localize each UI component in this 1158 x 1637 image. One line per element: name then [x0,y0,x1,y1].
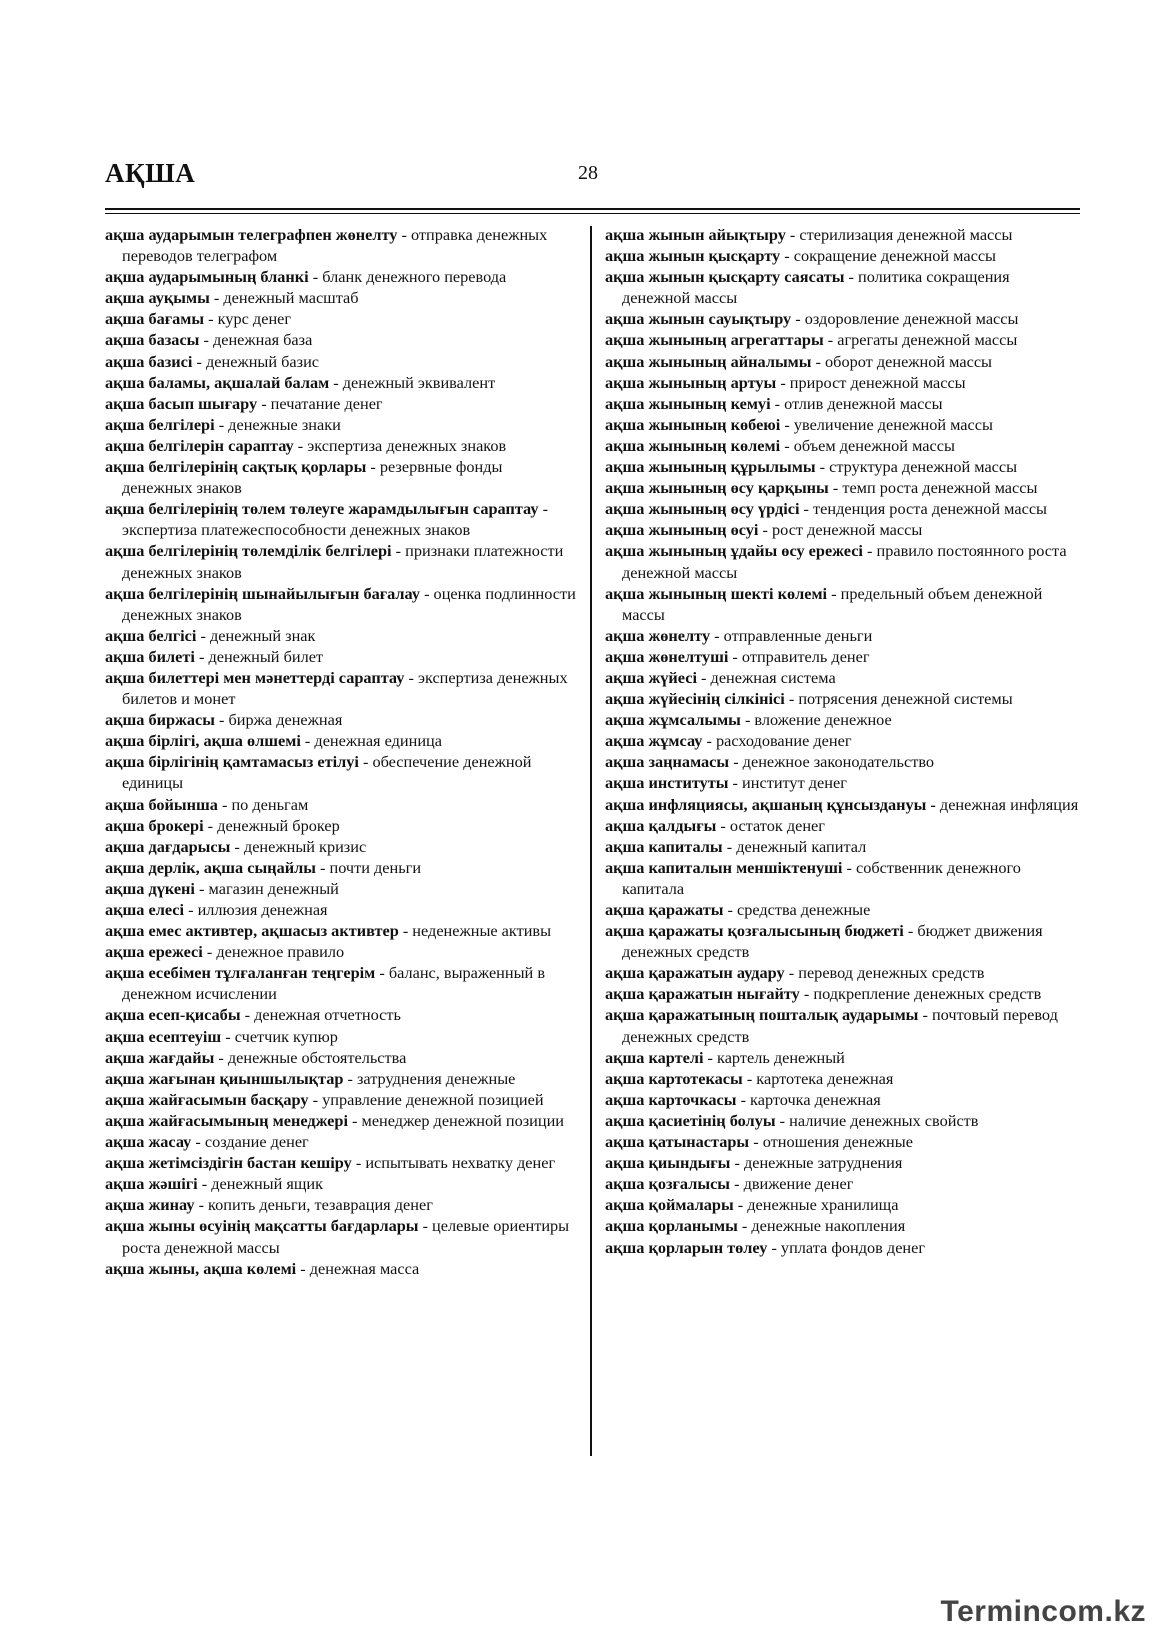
entry-definition: - перевод денежных средств [784,963,985,983]
entry-definition: - институт денег [728,773,847,793]
entry-term: ақша жынының айналымы [605,351,812,371]
dictionary-entry [605,266,1080,308]
entry-term: ақша жынының өсу қарқыны [605,478,829,498]
entry-term: ақша қаражаты қозғалысының бюджеті [605,921,904,941]
entry-definition: - магазин денежный [194,878,339,898]
dictionary-entry [605,920,1080,962]
entry-definition: - собственник денежного капитала [622,857,1021,898]
entry-term: ақша жынының кемуі [605,393,771,413]
entry-term: ақша қаражаты [605,900,724,919]
entry-definition: - управление денежной позицией [308,1089,544,1109]
entry-term: ақша бойынша [105,794,218,814]
entry-definition: - уплата фондов денег [767,1237,926,1257]
dictionary-entry [605,625,1080,646]
dictionary-entry [605,962,1080,983]
entry-term: ақша жыны өсуінің мақсатты бағдарлары [105,1216,419,1236]
entry-term: ақша жасау [105,1132,192,1152]
dictionary-entry [605,1194,1080,1215]
entry-term: ақша бағамы [105,309,205,329]
dictionary-entry [605,1089,1080,1110]
header-title: АҚША [105,158,196,188]
entry-term: ақша қасиетінің болуы [605,1110,776,1130]
dictionary-entry [605,329,1080,350]
entry-term: ақша жынының шекті көлемі [605,583,828,603]
entry-definition: - объем денежной массы [780,435,955,455]
entry-definition: - подкрепление денежных средств [799,984,1042,1004]
entry-definition: - обеспечение денежной единицы [122,752,532,793]
dictionary-entry [105,583,577,625]
dictionary-entry [105,1068,577,1089]
entry-term: ақша биржасы [105,710,215,730]
dictionary-entry [105,540,577,582]
dictionary-entry [105,857,577,878]
entry-term: ақша жетімсіздігін бастан кешіру [105,1153,352,1173]
dictionary-entry [605,794,1080,815]
entry-term: ақша қорланымы [605,1216,738,1236]
entry-term: ақша қалдығы [605,815,717,835]
dictionary-entry [105,794,577,815]
entry-definition: - целевые ориентиры роста денежной массы [122,1216,570,1257]
dictionary-entry [105,329,577,350]
left-column [105,224,577,1279]
entry-term: ақша жағынан қиыншылықтар [105,1068,344,1088]
dictionary-entry [605,1131,1080,1152]
dictionary-entry [105,393,577,414]
dictionary-entry [105,266,577,287]
entry-term: ақша жынының құрылымы [605,457,816,477]
entry-term: ақша жынының артуы [605,372,777,392]
entry-definition: - денежный базис [192,351,320,371]
entry-definition: - денежная отчетность [240,1005,401,1025]
entry-definition: - экспертиза денежных знаков [293,435,507,455]
entry-term: ақша жынын сауықтыру [605,309,792,329]
entry-definition: - политика сокращения денежной массы [622,267,1010,308]
entry-term: ақша белгілері [105,414,215,434]
dictionary-entry [605,1068,1080,1089]
dictionary-entry [605,477,1080,498]
entry-definition: денежная инфляция [935,794,1079,814]
entry-definition: - правило постоянного роста денежной массы [622,541,1067,582]
entry-definition: - агрегаты денежной массы [823,330,1018,350]
entry-definition: - вложение денежное [740,710,892,730]
dictionary-entry [605,688,1080,709]
entry-term: ақша жынының өсу үрдісі [605,499,800,519]
dictionary-entry [605,1110,1080,1131]
dictionary-entry [605,1173,1080,1194]
entry-term: ақша жөнелтуші [605,646,729,666]
dictionary-entry [605,836,1080,857]
dictionary-entry [605,245,1080,266]
dictionary-entry [105,1110,577,1131]
dictionary-entry [105,351,577,372]
entry-term: ақша жағдайы [105,1047,215,1067]
entry-definition: - иллюзия денежная [184,900,328,919]
entry-term: ақша қозғалысы [605,1174,731,1194]
entry-definition: - по деньгам [217,794,309,814]
entry-term: ақша жынының агрегаттары [605,330,824,350]
entry-term: ақша қиындығы [605,1153,731,1173]
dictionary-entry [605,583,1080,625]
entry-term: ақша жинау [105,1195,195,1215]
entry-definition: - предельный объем денежной массы [622,583,1043,624]
entry-definition: - денежный билет [194,646,324,666]
entry-definition: - отправка денежных переводов телеграфом [122,225,548,266]
entry-definition: - испытывать нехватку денег [351,1153,556,1173]
dictionary-entry [105,456,577,498]
dictionary-entry [105,1215,577,1257]
entry-term: ақша елесі [105,900,185,919]
dictionary-entry [105,287,577,308]
dictionary-entry [105,1089,577,1110]
entry-definition: - тенденция роста денежной массы [799,499,1047,519]
dictionary-entry [105,435,577,456]
entry-definition: - отношения денежные [749,1132,913,1152]
entry-term: ақша қоймалары [605,1195,734,1215]
entry-definition: - потрясения денежной системы [784,689,1013,709]
entry-term: ақша жайғасымының менеджері [105,1110,348,1130]
entry-definition: - копить деньги, тезаврация денег [194,1195,433,1215]
dictionary-entry [105,709,577,730]
dictionary-entry [105,1194,577,1215]
entry-term: ақша ережесі [105,942,203,962]
entry-term: ақша жынын қысқарту [605,246,781,266]
entry-term: ақша жұмсалымы [605,710,741,730]
entry-definition: - печатание денег [257,393,383,413]
dictionary-entry [105,751,577,793]
entry-definition: - денежные знаки [214,414,341,434]
entry-term: ақша жынының көлемі [605,435,781,455]
entry-definition: - отправитель денег [728,646,870,666]
entry-term: ақша капиталы [605,836,723,856]
entry-definition: - денежная единица [300,731,442,751]
dictionary-entry [605,351,1080,372]
entry-term: ақша дүкені [105,878,195,898]
entry-term: ақша капиталын меншіктенуші [605,857,843,877]
watermark-logo: Termincom.kz [940,1595,1146,1628]
dictionary-entry [605,1047,1080,1068]
entry-term: ақша жынын айықтыру [605,225,786,244]
entry-term: ақша жынының ұдайы өсу ережесі [605,541,863,561]
entry-definition: - оценка подлинности денежных знаков [122,583,576,624]
dictionary-entry [605,730,1080,751]
entry-definition: - оздоровление денежной массы [791,309,1019,329]
entry-definition: - прирост денежной массы [776,372,966,392]
dictionary-entry [605,1215,1080,1236]
entry-definition: - денежный ящик [197,1174,324,1194]
entry-term: ақша аударымын телеграфпен жөнелту [105,225,398,244]
entry-definition: - бланк денежного перевода [308,267,507,287]
entry-definition: - бюджет движения денежных средств [622,921,1043,962]
dictionary-entry [105,815,577,836]
entry-definition: - баланс, выраженный в денежном исчислении [122,963,546,1004]
entry-term: ақша есебімен тұлғаланған теңгерім [105,963,376,983]
entry-term: ақша бірлігінің қамтамасыз етілуі [105,752,359,772]
entry-definition: - денежный знак [196,625,316,645]
entry-definition: - денежный капитал [722,836,867,856]
entry-term: ақша картотекасы [605,1068,743,1088]
entry-definition: - темп роста денежной массы [828,478,1038,498]
entry-definition: - структура денежной массы [815,457,1018,477]
dictionary-entry [605,983,1080,1004]
dictionary-entry [605,435,1080,456]
header-rule-thin [105,213,1080,214]
dictionary-entry [105,941,577,962]
entry-term: ақша қорларын төлеу [605,1237,768,1257]
dictionary-entry [605,456,1080,477]
entry-definition: - биржа денежная [214,710,343,730]
entry-term: ақша жынының өсуі [605,520,759,540]
entry-term: ақша ауқымы [105,288,210,308]
entry-definition: - денежный эквивалент [329,372,496,392]
dictionary-entry [105,308,577,329]
entry-term: ақша аударымының бланкі [105,267,309,287]
entry-definition: - денежный кризис [230,836,367,856]
entry-term: ақша жынының көбеюі [605,414,781,434]
entry-definition: - рост денежной массы [758,520,923,540]
entry-definition: - движение денег [730,1174,854,1194]
entry-definition: - менеджер денежной позиции [347,1110,565,1130]
entry-definition: - счетчик купюр [221,1026,338,1046]
entry-term: ақша белгілерін сараптау [105,435,294,455]
entry-definition: - картель денежный [703,1047,845,1067]
entry-definition: - денежное законодательство [729,752,935,772]
entry-term: ақша емес активтер, ақшасыз активтер [105,921,399,941]
entry-definition: - неденежные активы [398,921,552,941]
entry-term: ақша есеп-қисабы [105,1005,241,1025]
dictionary-entry [605,751,1080,772]
entry-definition: - резервные фонды денежных знаков [122,457,503,498]
dictionary-entry [605,646,1080,667]
entry-term: ақша қаражатының пошталық аударымы [605,1005,919,1025]
entry-definition: - остаток денег [716,815,825,835]
entry-definition: - денежный брокер [203,815,340,835]
dictionary-entry [605,372,1080,393]
dictionary-entry [605,1004,1080,1046]
entry-term: ақша заңнамасы [605,752,730,772]
entry-definition: - почтовый перевод денежных средств [622,1005,1058,1046]
entry-term: ақша билеті [105,646,195,666]
entry-term: ақша жүйесі [605,667,697,687]
dictionary-entry [105,1258,577,1279]
dictionary-entry [105,625,577,646]
entry-definition: - наличие денежных свойств [775,1110,979,1130]
entry-definition: - курс денег [204,309,292,329]
dictionary-entry [105,1026,577,1047]
entry-definition: - отлив денежной массы [770,393,943,413]
dictionary-entry [605,667,1080,688]
entry-definition: - картотека денежная [742,1068,894,1088]
entry-term: ақша баламы, ақшалай балам [105,372,330,392]
dictionary-entry [605,709,1080,730]
entry-term: ақша дерлік, ақша сыңайлы [105,857,316,877]
dictionary-entry [105,878,577,899]
dictionary-entry [605,519,1080,540]
entry-term: ақша инфляциясы, ақшаның құнсыздануы - [605,794,936,814]
entry-definition: - денежная база [199,330,313,350]
entry-term: ақша қатынастары [605,1132,750,1152]
entry-definition: - денежные затруднения [730,1153,903,1173]
entry-term: ақша бірлігі, ақша өлшемі [105,731,301,751]
dictionary-entry [605,772,1080,793]
entry-term: ақша белгілерінің сақтық қорлары [105,457,367,477]
entry-term: ақша есептеуіш [105,1026,222,1046]
entry-definition: - экспертиза денежных билетов и монет [122,667,568,709]
dictionary-entry [605,899,1080,920]
entry-definition: - денежные хранилища [733,1195,899,1215]
dictionary-entry [605,393,1080,414]
entry-definition: - денежный масштаб [209,288,359,308]
dictionary-entry [605,498,1080,519]
dictionary-entry [605,1152,1080,1173]
dictionary-entry [605,414,1080,435]
entry-term: ақша белгілерінің шынайылығын бағалау [105,583,420,603]
dictionary-entry [105,962,577,1004]
dictionary-entry [105,414,577,435]
page-number: 28 [578,162,598,184]
dictionary-entry [105,1131,577,1152]
dictionary-entry [105,646,577,667]
entry-term: ақша брокері [105,815,204,835]
entry-term: ақша басып шығару [105,393,258,413]
entry-term: ақша қаражатын нығайту [605,984,800,1004]
dictionary-entry [105,899,577,920]
column-divider [590,226,592,1456]
entry-term: ақша институты [605,773,729,793]
entry-term: ақша базасы [105,330,200,350]
entry-definition: - затруднения денежные [343,1068,516,1088]
entry-definition: - денежные накопления [737,1216,906,1236]
entry-definition: - увеличение денежной массы [780,414,993,434]
entry-definition: - денежная масса [296,1258,420,1278]
dictionary-entry [605,815,1080,836]
entry-definition: - создание денег [191,1132,309,1152]
entry-definition: - отправленные деньги [710,625,873,645]
entry-term: ақша дағдарысы [105,836,231,856]
dictionary-entry [105,920,577,941]
entry-definition: - сокращение денежной массы [780,246,996,266]
entry-term: ақша белгілерінің төлем төлеуге жарамдылығын сараптау [105,499,539,519]
entry-definition: - денежное правило [202,942,345,962]
dictionary-entry [605,224,1080,245]
entry-term: ақша қаражатын аудару [605,963,785,983]
entry-term: ақша жәшігі [105,1174,198,1194]
entry-term: ақша белгісі [105,625,197,645]
dictionary-entry [105,224,577,266]
entry-definition: - экспертиза платежеспособности денежных знаков [122,499,549,540]
right-column [605,224,1080,1258]
entry-term: ақша билеттері мен мәнеттерді сараптау [105,667,405,687]
entry-term: ақша базисі [105,351,193,371]
dictionary-entry [105,667,577,709]
entry-term: ақша жынын қысқарту саясаты [605,267,845,287]
entry-term: ақша карточкасы [605,1089,737,1109]
entry-definition: - карточка денежная [736,1089,881,1109]
dictionary-entry [605,857,1080,899]
entry-definition: - расходование денег [702,731,852,751]
header-rule-thick [105,208,1080,210]
dictionary-entry [105,372,577,393]
dictionary-entry [105,498,577,540]
entry-term: ақша жыны, ақша көлемі [105,1258,297,1278]
entry-definition: - оборот денежной массы [811,351,992,371]
dictionary-entry [605,308,1080,329]
entry-term: ақша жөнелту [605,625,711,645]
dictionary-entry [605,540,1080,582]
entry-definition: - стерилизация денежной массы [785,225,1013,244]
entry-term: ақша белгілерінің төлемділік белгілері [105,541,392,561]
dictionary-entry [105,1047,577,1068]
dictionary-entry [105,1152,577,1173]
dictionary-entry [105,1004,577,1025]
entry-term: ақша жүйесінің сілкінісі [605,689,785,709]
entry-term: ақша картелі [605,1047,704,1067]
entry-definition: - признаки платежности денежных знаков [122,541,564,582]
entry-definition: - денежные обстоятельства [214,1047,407,1067]
entry-term: ақша жайғасымын басқару [105,1089,309,1109]
entry-definition: - денежная система [696,667,836,687]
entry-term: ақша жұмсау [605,731,703,751]
dictionary-entry [105,836,577,857]
dictionary-entry [105,1173,577,1194]
dictionary-entry [105,730,577,751]
dictionary-entry [605,1237,1080,1258]
entry-definition: - средства денежные [723,900,871,919]
entry-definition: - почти деньги [315,857,422,877]
